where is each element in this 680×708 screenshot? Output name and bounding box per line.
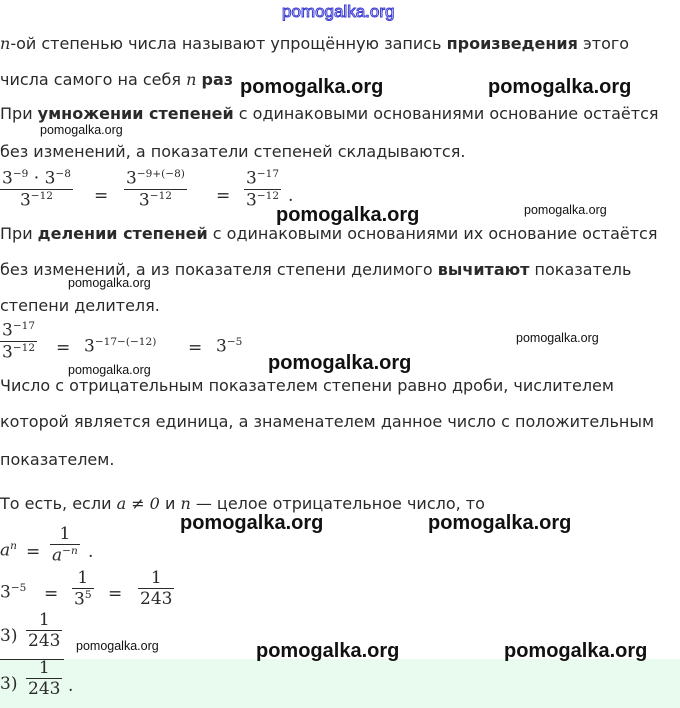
equals-sign: = — [108, 584, 123, 604]
negative-exponent-line-2: которой является единица, а знаменателем данное число с положительным — [0, 412, 655, 431]
watermark: pomogalka.org — [68, 276, 151, 290]
final-answer-fraction — [26, 658, 62, 699]
condition-line — [0, 494, 485, 514]
eq2-power: $3^{-17-(-12)}$ — [84, 336, 157, 357]
bold-term: произведения — [446, 34, 578, 53]
equals-sign: = — [56, 338, 71, 358]
denominator: $a^{-n}$ — [52, 545, 78, 566]
numerator: $3^{-17}$ — [246, 168, 280, 189]
eq2-result: $3^{-5}$ — [216, 336, 243, 357]
final-answer-box — [0, 659, 680, 708]
final-answer-label: 3) — [0, 674, 18, 694]
text: показатель — [529, 260, 632, 279]
period: . — [288, 186, 294, 206]
denominator: 243 — [140, 589, 173, 609]
eq1-fraction-2 — [124, 168, 187, 210]
numerator: 1 — [150, 568, 162, 588]
text: -ой степенью числа называют упрощённую запись — [10, 34, 447, 53]
text: При — [0, 104, 38, 123]
watermark: pomogalka.org — [40, 123, 123, 137]
denominator: $3^5$ — [74, 589, 92, 610]
denominator: $3^{-12}$ — [0, 189, 73, 211]
answer-label: 3) — [0, 626, 18, 646]
text: этого — [577, 34, 630, 53]
numerator: $3^{-9+(-8)}$ — [126, 168, 185, 189]
negative-exponent-line-1: Число с отрицательным показателем степени равно дроби, числителем — [0, 376, 614, 395]
bold-term: делении степеней — [37, 224, 208, 243]
eq2-fraction — [0, 320, 37, 362]
text: числа самого на себя — [0, 70, 187, 89]
eq4-fraction-1 — [72, 568, 94, 610]
equals-sign: = — [188, 338, 203, 358]
denominator: 243 — [28, 679, 61, 699]
watermark: pomogalka.org — [276, 204, 420, 226]
bold-term: раз — [201, 70, 234, 89]
eq4-power: $3^{-5}$ — [0, 582, 27, 603]
numerator: $3^{-9} \cdot 3^{-8}$ — [2, 168, 71, 189]
division-rule-line-3: степени делителя. — [0, 296, 160, 315]
multiplication-rule-line-2: без изменений, а показатели степеней складываются. — [0, 142, 466, 161]
eq3-fraction — [50, 524, 80, 566]
equals-sign: = — [94, 186, 109, 206]
watermark: pomogalka.org — [524, 203, 607, 217]
eq3-power: $a^n$ — [0, 540, 17, 561]
equals-sign: = — [44, 584, 59, 604]
text: То есть, если — [0, 494, 117, 513]
text: При — [0, 224, 38, 243]
period: . — [68, 676, 74, 696]
equals-sign: = — [26, 542, 41, 562]
multiplication-rule-line-1 — [0, 104, 659, 124]
negative-exponent-line-3: показателем. — [0, 450, 115, 469]
text: и — [159, 494, 181, 513]
bold-term: вычитают — [437, 260, 530, 279]
watermark: pomogalka.org — [256, 640, 400, 662]
numerator: $3^{-17}$ — [2, 320, 36, 341]
watermark: pomogalka.org — [428, 512, 572, 534]
watermark-top: pomogalka.org — [282, 2, 395, 21]
definition-line-2 — [0, 70, 233, 90]
watermark: pomogalka.org — [68, 363, 151, 377]
text: без изменений, а из показателя степени делимого — [0, 260, 438, 279]
period: . — [88, 542, 94, 562]
var-n: n — [180, 494, 191, 513]
numerator: 1 — [38, 610, 50, 630]
text: с одинаковыми основаниями их основание остаётся — [207, 224, 658, 243]
answer-fraction — [26, 610, 62, 651]
definition-line-1 — [0, 34, 629, 54]
numerator: 1 — [77, 568, 89, 588]
division-rule-line-1 — [0, 224, 657, 244]
denominator: $3^{-12}$ — [246, 189, 280, 211]
condition: a ≠ 0 — [116, 494, 160, 513]
text: — целое отрицательное число, то — [190, 494, 485, 513]
equals-sign: = — [216, 186, 231, 206]
numerator: 1 — [59, 524, 71, 544]
watermark: pomogalka.org — [180, 512, 324, 534]
watermark: pomogalka.org — [76, 639, 159, 653]
bold-term: умножении степеней — [37, 104, 234, 123]
watermark: pomogalka.org — [268, 352, 412, 374]
denominator: 243 — [28, 631, 61, 651]
watermark: pomogalka.org — [504, 640, 648, 662]
eq1-fraction-1 — [0, 168, 73, 210]
denominator: $3^{-12}$ — [124, 189, 187, 211]
eq4-fraction-2 — [138, 568, 174, 609]
watermark: pomogalka.org — [516, 331, 599, 345]
var-n: n — [186, 70, 197, 89]
watermark: pomogalka.org — [488, 76, 632, 98]
var-n: n — [0, 34, 11, 53]
watermark: pomogalka.org — [240, 76, 384, 98]
text: с одинаковыми основаниями основание остаётся — [233, 104, 659, 123]
numerator: 1 — [38, 658, 50, 678]
denominator: $3^{-12}$ — [2, 341, 36, 363]
